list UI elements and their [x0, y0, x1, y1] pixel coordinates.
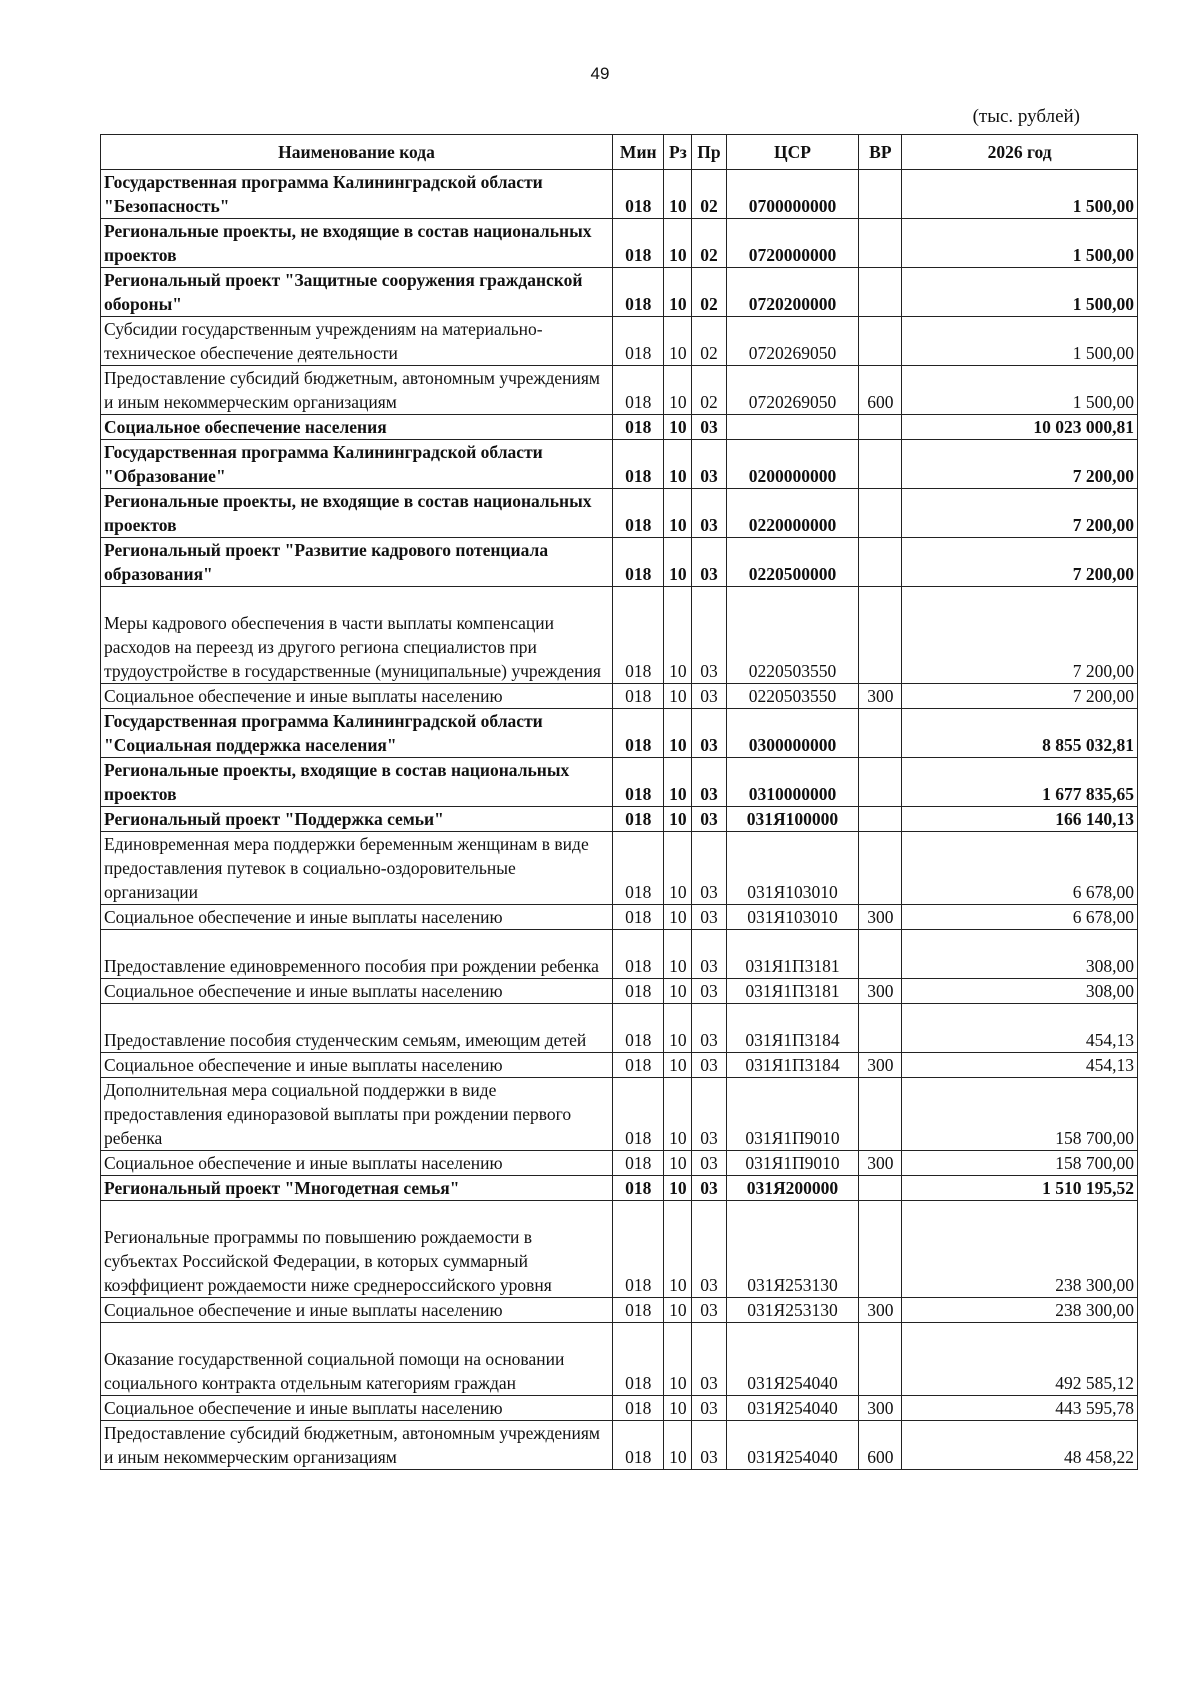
cell-pr: 03	[692, 1396, 726, 1421]
table-row	[101, 930, 1138, 979]
table-row	[101, 832, 1138, 905]
cell-vr	[859, 1004, 902, 1053]
cell-pr: 03	[692, 1176, 726, 1201]
cell-name: Региональный проект "Развитие кадрового потенциала образования"	[101, 538, 613, 587]
cell-csr: 0200000000	[726, 440, 859, 489]
header-year: 2026 год	[902, 135, 1138, 170]
cell-min: 018	[613, 415, 664, 440]
cell-rz: 10	[664, 489, 692, 538]
cell-amount: 6 678,00	[902, 832, 1138, 905]
cell-pr: 03	[692, 440, 726, 489]
cell-min: 018	[613, 1004, 664, 1053]
cell-name: Региональные проекты, не входящие в состав национальных проектов	[101, 219, 613, 268]
cell-vr	[859, 832, 902, 905]
cell-rz: 10	[664, 587, 692, 684]
cell-vr: 300	[859, 1298, 902, 1323]
cell-rz: 10	[664, 1151, 692, 1176]
cell-csr: 031Я1П3184	[726, 1053, 859, 1078]
cell-min: 018	[613, 758, 664, 807]
cell-pr: 03	[692, 905, 726, 930]
cell-rz: 10	[664, 1176, 692, 1201]
cell-rz: 10	[664, 1396, 692, 1421]
table-row	[101, 709, 1138, 758]
cell-pr: 03	[692, 538, 726, 587]
cell-rz: 10	[664, 538, 692, 587]
cell-vr	[859, 219, 902, 268]
cell-name: Меры кадрового обеспечения в части выплаты компенсации расходов на переезд из другого региона специалистов при трудоустройстве в государственные (муниципальные) учреждения	[101, 587, 613, 684]
cell-name: Социальное обеспечение населения	[101, 415, 613, 440]
cell-name: Оказание государственной социальной помощи на основании социального контракта отдельным категориям граждан	[101, 1323, 613, 1396]
cell-csr: 0700000000	[726, 170, 859, 219]
cell-amount: 8 855 032,81	[902, 709, 1138, 758]
cell-pr: 03	[692, 684, 726, 709]
cell-csr: 0720269050	[726, 317, 859, 366]
table-row	[101, 758, 1138, 807]
cell-min: 018	[613, 219, 664, 268]
cell-csr: 031Я1П9010	[726, 1151, 859, 1176]
cell-amount: 166 140,13	[902, 807, 1138, 832]
cell-amount: 1 500,00	[902, 219, 1138, 268]
table-row	[101, 1053, 1138, 1078]
cell-name: Социальное обеспечение и иные выплаты населению	[101, 1053, 613, 1078]
cell-name: Предоставление пособия студенческим семьям, имеющим детей	[101, 1004, 613, 1053]
cell-pr: 03	[692, 979, 726, 1004]
cell-vr	[859, 807, 902, 832]
cell-csr: 0220503550	[726, 587, 859, 684]
cell-min: 018	[613, 1078, 664, 1151]
cell-rz: 10	[664, 1078, 692, 1151]
table-row	[101, 1298, 1138, 1323]
cell-csr: 031Я254040	[726, 1421, 859, 1470]
cell-name: Социальное обеспечение и иные выплаты населению	[101, 1298, 613, 1323]
header-rz: Рз	[664, 135, 692, 170]
cell-rz: 10	[664, 1201, 692, 1298]
cell-min: 018	[613, 440, 664, 489]
table-row	[101, 1323, 1138, 1396]
table-row	[101, 1151, 1138, 1176]
cell-vr	[859, 170, 902, 219]
cell-name: Региональные проекты, входящие в состав национальных проектов	[101, 758, 613, 807]
cell-name: Предоставление субсидий бюджетным, автономным учреждениям и иным некоммерческим организациям	[101, 1421, 613, 1470]
cell-pr: 03	[692, 832, 726, 905]
header-csr: ЦСР	[726, 135, 859, 170]
cell-pr: 03	[692, 930, 726, 979]
cell-rz: 10	[664, 1298, 692, 1323]
cell-csr: 031Я253130	[726, 1298, 859, 1323]
cell-name: Государственная программа Калининградской области "Безопасность"	[101, 170, 613, 219]
cell-csr: 031Я103010	[726, 905, 859, 930]
table-row	[101, 1201, 1138, 1298]
cell-name: Социальное обеспечение и иные выплаты населению	[101, 1151, 613, 1176]
cell-rz: 10	[664, 807, 692, 832]
cell-name: Социальное обеспечение и иные выплаты населению	[101, 1396, 613, 1421]
cell-min: 018	[613, 930, 664, 979]
table-row	[101, 1396, 1138, 1421]
cell-vr	[859, 1176, 902, 1201]
cell-csr: 0300000000	[726, 709, 859, 758]
cell-min: 018	[613, 1298, 664, 1323]
cell-min: 018	[613, 1201, 664, 1298]
cell-rz: 10	[664, 832, 692, 905]
cell-vr: 300	[859, 1151, 902, 1176]
cell-vr: 300	[859, 684, 902, 709]
cell-min: 018	[613, 587, 664, 684]
table-row	[101, 1176, 1138, 1201]
cell-csr: 031Я200000	[726, 1176, 859, 1201]
header-min: Мин	[613, 135, 664, 170]
cell-pr: 03	[692, 1298, 726, 1323]
cell-amount: 158 700,00	[902, 1151, 1138, 1176]
cell-vr: 600	[859, 1421, 902, 1470]
cell-min: 018	[613, 1053, 664, 1078]
cell-pr: 02	[692, 366, 726, 415]
cell-name: Государственная программа Калининградской области "Социальная поддержка населения"	[101, 709, 613, 758]
cell-vr	[859, 538, 902, 587]
cell-name: Социальное обеспечение и иные выплаты населению	[101, 905, 613, 930]
units-label: (тыс. рублей)	[972, 106, 1080, 127]
table-header-row	[101, 135, 1138, 170]
cell-csr	[726, 415, 859, 440]
header-vr: ВР	[859, 135, 902, 170]
cell-amount: 7 200,00	[902, 684, 1138, 709]
cell-vr	[859, 587, 902, 684]
cell-vr: 300	[859, 1053, 902, 1078]
cell-csr: 031Я1П3181	[726, 930, 859, 979]
cell-min: 018	[613, 489, 664, 538]
cell-amount: 10 023 000,81	[902, 415, 1138, 440]
cell-vr	[859, 758, 902, 807]
cell-rz: 10	[664, 1421, 692, 1470]
table-row	[101, 317, 1138, 366]
cell-amount: 1 500,00	[902, 366, 1138, 415]
cell-rz: 10	[664, 979, 692, 1004]
cell-rz: 10	[664, 1004, 692, 1053]
cell-min: 018	[613, 317, 664, 366]
cell-name: Дополнительная мера социальной поддержки в виде предоставления единоразовой выплаты при рождении первого ребенка	[101, 1078, 613, 1151]
table-row	[101, 415, 1138, 440]
cell-amount: 7 200,00	[902, 489, 1138, 538]
cell-pr: 03	[692, 807, 726, 832]
cell-vr: 300	[859, 905, 902, 930]
cell-amount: 443 595,78	[902, 1396, 1138, 1421]
cell-vr	[859, 415, 902, 440]
cell-rz: 10	[664, 684, 692, 709]
cell-min: 018	[613, 979, 664, 1004]
cell-min: 018	[613, 268, 664, 317]
cell-csr: 0310000000	[726, 758, 859, 807]
cell-min: 018	[613, 170, 664, 219]
cell-name: Региональный проект "Поддержка семьи"	[101, 807, 613, 832]
cell-pr: 03	[692, 1201, 726, 1298]
budget-table	[100, 134, 1138, 1470]
cell-rz: 10	[664, 170, 692, 219]
cell-amount: 7 200,00	[902, 440, 1138, 489]
cell-amount: 308,00	[902, 979, 1138, 1004]
cell-csr: 031Я1П3184	[726, 1004, 859, 1053]
cell-name: Предоставление субсидий бюджетным, автономным учреждениям и иным некоммерческим организациям	[101, 366, 613, 415]
cell-csr: 0220500000	[726, 538, 859, 587]
cell-rz: 10	[664, 366, 692, 415]
cell-pr: 03	[692, 587, 726, 684]
cell-csr: 0720000000	[726, 219, 859, 268]
cell-pr: 03	[692, 1053, 726, 1078]
table-row	[101, 170, 1138, 219]
cell-pr: 02	[692, 219, 726, 268]
cell-name: Государственная программа Калининградской области "Образование"	[101, 440, 613, 489]
cell-csr: 031Я103010	[726, 832, 859, 905]
cell-amount: 7 200,00	[902, 538, 1138, 587]
cell-min: 018	[613, 709, 664, 758]
cell-rz: 10	[664, 930, 692, 979]
cell-amount: 1 510 195,52	[902, 1176, 1138, 1201]
cell-amount: 238 300,00	[902, 1201, 1138, 1298]
cell-pr: 02	[692, 170, 726, 219]
cell-csr: 031Я1П9010	[726, 1078, 859, 1151]
cell-vr	[859, 268, 902, 317]
cell-amount: 158 700,00	[902, 1078, 1138, 1151]
cell-name: Предоставление единовременного пособия при рождении ребенка	[101, 930, 613, 979]
cell-name: Социальное обеспечение и иные выплаты населению	[101, 684, 613, 709]
cell-vr	[859, 440, 902, 489]
cell-vr	[859, 489, 902, 538]
cell-rz: 10	[664, 268, 692, 317]
cell-csr: 0720269050	[726, 366, 859, 415]
cell-pr: 03	[692, 1323, 726, 1396]
cell-vr: 600	[859, 366, 902, 415]
cell-rz: 10	[664, 1323, 692, 1396]
table-row	[101, 684, 1138, 709]
cell-vr	[859, 709, 902, 758]
table-row	[101, 1004, 1138, 1053]
cell-rz: 10	[664, 415, 692, 440]
table-row	[101, 1421, 1138, 1470]
cell-vr	[859, 1078, 902, 1151]
cell-vr	[859, 317, 902, 366]
cell-min: 018	[613, 905, 664, 930]
cell-csr: 031Я1П3181	[726, 979, 859, 1004]
cell-rz: 10	[664, 1053, 692, 1078]
cell-amount: 454,13	[902, 1053, 1138, 1078]
cell-min: 018	[613, 1323, 664, 1396]
cell-amount: 7 200,00	[902, 587, 1138, 684]
cell-pr: 02	[692, 268, 726, 317]
cell-rz: 10	[664, 758, 692, 807]
cell-amount: 1 500,00	[902, 268, 1138, 317]
table-row	[101, 538, 1138, 587]
table-row	[101, 219, 1138, 268]
cell-vr: 300	[859, 979, 902, 1004]
cell-name: Региональные программы по повышению рождаемости в субъектах Российской Федерации, в которых суммарный коэффициент рождаемости ниже среднероссийского уровня	[101, 1201, 613, 1298]
cell-rz: 10	[664, 905, 692, 930]
cell-min: 018	[613, 366, 664, 415]
table-row	[101, 268, 1138, 317]
cell-pr: 03	[692, 709, 726, 758]
cell-csr: 031Я254040	[726, 1323, 859, 1396]
cell-min: 018	[613, 832, 664, 905]
cell-csr: 0220000000	[726, 489, 859, 538]
cell-name: Единовременная мера поддержки беременным женщинам в виде предоставления путевок в социально-оздоровительные организации	[101, 832, 613, 905]
cell-vr	[859, 930, 902, 979]
cell-csr: 031Я100000	[726, 807, 859, 832]
cell-min: 018	[613, 538, 664, 587]
cell-amount: 238 300,00	[902, 1298, 1138, 1323]
cell-name: Региональный проект "Многодетная семья"	[101, 1176, 613, 1201]
cell-amount: 1 500,00	[902, 170, 1138, 219]
header-name: Наименование кода	[101, 135, 613, 170]
table-row	[101, 489, 1138, 538]
table-row	[101, 1078, 1138, 1151]
cell-min: 018	[613, 1396, 664, 1421]
cell-csr: 031Я253130	[726, 1201, 859, 1298]
cell-rz: 10	[664, 317, 692, 366]
cell-pr: 03	[692, 1078, 726, 1151]
cell-csr: 031Я254040	[726, 1396, 859, 1421]
cell-pr: 03	[692, 489, 726, 538]
cell-csr: 0220503550	[726, 684, 859, 709]
cell-pr: 03	[692, 1421, 726, 1470]
cell-rz: 10	[664, 219, 692, 268]
table-row	[101, 979, 1138, 1004]
cell-min: 018	[613, 684, 664, 709]
table-row	[101, 440, 1138, 489]
cell-name: Региональные проекты, не входящие в состав национальных проектов	[101, 489, 613, 538]
page-number: 49	[590, 64, 610, 83]
cell-vr	[859, 1201, 902, 1298]
cell-min: 018	[613, 807, 664, 832]
table-row	[101, 905, 1138, 930]
cell-pr: 03	[692, 1004, 726, 1053]
table-row	[101, 366, 1138, 415]
cell-rz: 10	[664, 440, 692, 489]
cell-min: 018	[613, 1151, 664, 1176]
cell-min: 018	[613, 1421, 664, 1470]
cell-pr: 03	[692, 758, 726, 807]
table-body	[101, 170, 1138, 1470]
cell-amount: 454,13	[902, 1004, 1138, 1053]
table-row	[101, 807, 1138, 832]
cell-amount: 1 677 835,65	[902, 758, 1138, 807]
cell-amount: 1 500,00	[902, 317, 1138, 366]
cell-vr	[859, 1323, 902, 1396]
cell-vr: 300	[859, 1396, 902, 1421]
cell-name: Социальное обеспечение и иные выплаты населению	[101, 979, 613, 1004]
table-row	[101, 587, 1138, 684]
cell-amount: 6 678,00	[902, 905, 1138, 930]
cell-pr: 02	[692, 317, 726, 366]
cell-name: Субсидии государственным учреждениям на материально-техническое обеспечение деятельности	[101, 317, 613, 366]
cell-csr: 0720200000	[726, 268, 859, 317]
cell-pr: 03	[692, 415, 726, 440]
cell-amount: 308,00	[902, 930, 1138, 979]
cell-min: 018	[613, 1176, 664, 1201]
header-pr: Пр	[692, 135, 726, 170]
cell-name: Региональный проект "Защитные сооружения гражданской обороны"	[101, 268, 613, 317]
cell-amount: 48 458,22	[902, 1421, 1138, 1470]
cell-pr: 03	[692, 1151, 726, 1176]
cell-rz: 10	[664, 709, 692, 758]
cell-amount: 492 585,12	[902, 1323, 1138, 1396]
